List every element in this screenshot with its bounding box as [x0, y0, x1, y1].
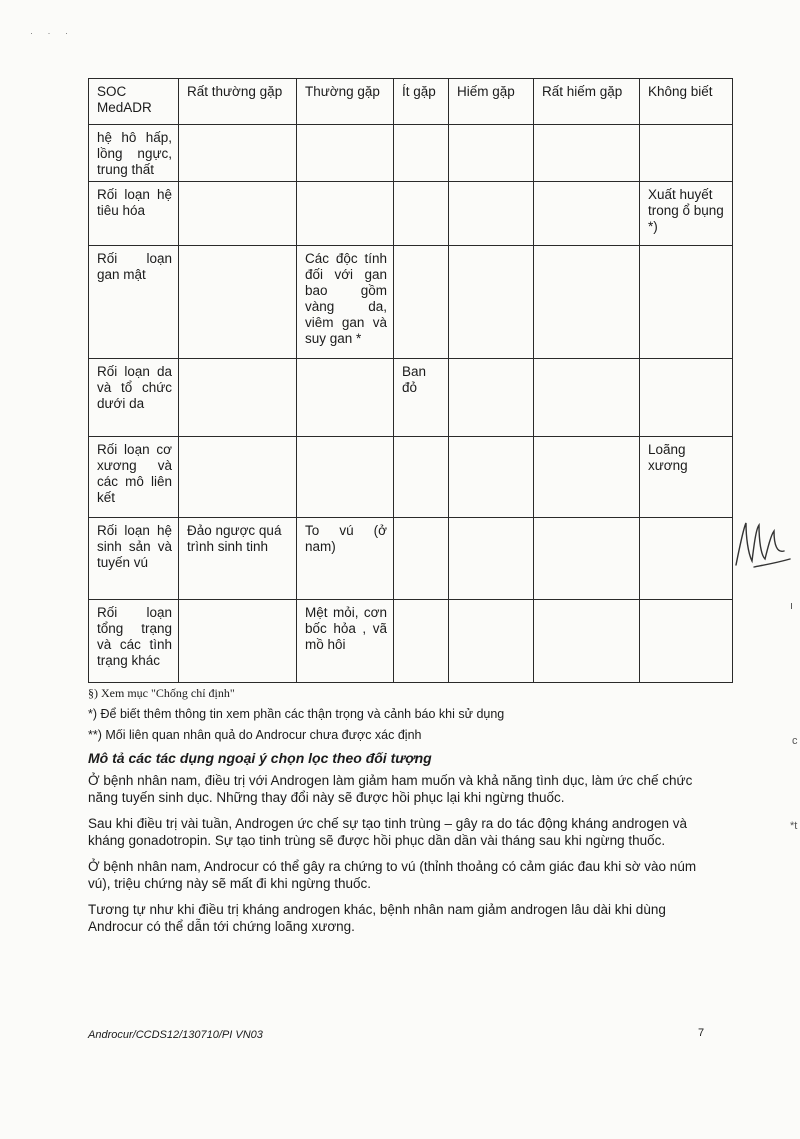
- header-cell-unknown: Không biết: [640, 79, 733, 125]
- table-cell: [449, 600, 534, 683]
- handwritten-signature: [732, 515, 792, 580]
- table-cell: [179, 182, 297, 246]
- table-cell: [179, 125, 297, 182]
- paragraph: Ở bệnh nhân nam, điều trị với Androgen làm giảm ham muốn và khả năng tình dục, làm ức chế chức năng tuyến sinh dục. Những thay đổi này sẽ được hồi phục lại khi ngừng thuốc.: [88, 773, 693, 805]
- table-cell: Xuất huyết trong ổ bụng *): [640, 182, 733, 246]
- page-number: 7: [698, 1027, 705, 1039]
- table-row: [89, 182, 733, 246]
- table-cell: [534, 359, 640, 437]
- table-row: [89, 125, 733, 182]
- scan-artifact: · · ·: [30, 28, 74, 38]
- footnote: **) Mối liên quan nhân quả do Androcur chưa được xác định: [88, 728, 422, 742]
- section-heading: Mô tả các tác dụng ngoại ý chọn lọc theo đối tượng: [88, 750, 432, 766]
- table-cell: [640, 125, 733, 182]
- table-cell: Ban đỏ: [394, 359, 449, 437]
- table-cell: [534, 125, 640, 182]
- table-cell: [394, 518, 449, 600]
- table-cell: [297, 182, 394, 246]
- table-cell: [640, 359, 733, 437]
- footnote: *) Để biết thêm thông tin xem phần các thận trọng và cảnh báo khi sử dụng: [88, 707, 505, 721]
- table-cell: [449, 518, 534, 600]
- soc-cell: hệ hô hấp, lồng ngực, trung thất: [89, 125, 179, 182]
- document-reference: Androcur/CCDS12/130710/PI VN03: [88, 1029, 263, 1041]
- table-cell: [534, 182, 640, 246]
- table-cell: [179, 600, 297, 683]
- table-cell: Loãng xương: [640, 437, 733, 518]
- header-cell-uncommon: Ít gặp: [394, 79, 449, 125]
- table-cell: [449, 182, 534, 246]
- header-cell-very-common: Rất thường gặp: [179, 79, 297, 125]
- table-cell: [534, 246, 640, 359]
- table-cell: [179, 246, 297, 359]
- soc-cell: Rối loạn hệ sinh sản và tuyến vú: [89, 518, 179, 600]
- table-cell: [394, 437, 449, 518]
- table-row: [89, 246, 733, 359]
- table-cell: [394, 182, 449, 246]
- table-cell: [449, 125, 534, 182]
- soc-cell: Rối loạn gan mật: [89, 246, 179, 359]
- table-cell: [449, 359, 534, 437]
- table-row: [89, 600, 733, 683]
- table-row: [89, 518, 733, 600]
- paragraph: Sau khi điều trị vài tuần, Androgen ức chế sự tạo tinh trùng – gây ra do tác động kháng androgen và kháng gonadotropin. Sự tạo tinh trùng sẽ được hồi phục dần dần vài tháng sau khi ngừng thuốc.: [88, 816, 687, 848]
- footnote: §) Xem mục "Chống chỉ định": [88, 686, 235, 700]
- table-cell: [179, 359, 297, 437]
- soc-cell: Rối loạn tổng trạng và các tình trạng khác: [89, 600, 179, 683]
- soc-cell: Rối loạn hệ tiêu hóa: [89, 182, 179, 246]
- soc-cell: Rối loạn cơ xương và các mô liên kết: [89, 437, 179, 518]
- body-text: [88, 772, 722, 944]
- table-cell: [534, 600, 640, 683]
- table-cell: Đảo ngược quá trình sinh tinh: [179, 518, 297, 600]
- table-cell: [297, 437, 394, 518]
- table-cell: Các độc tính đối với gan bao gồm vàng da, viêm gan và suy gan *: [297, 246, 394, 359]
- table-header-row: [89, 79, 733, 125]
- table-cell: [534, 437, 640, 518]
- paragraph: Ở bệnh nhân nam, Androcur có thể gây ra chứng to vú (thỉnh thoảng có cảm giác đau khi sờ vào núm vú), triệu chứng này sẽ mất đi khi ngừng thuốc.: [88, 859, 697, 891]
- adverse-reactions-table: [88, 78, 733, 683]
- table-cell: [394, 246, 449, 359]
- table-cell: [394, 125, 449, 182]
- soc-cell: Rối loạn da và tổ chức dưới da: [89, 359, 179, 437]
- table-row: [89, 359, 733, 437]
- paragraph: Tương tự như khi điều trị kháng androgen khác, bệnh nhân nam giảm androgen lâu dài khi dùng Androcur có thể dẫn tới chứng loãng xương.: [88, 902, 666, 934]
- table-cell: Mệt mỏi, cơn bốc hỏa , vã mồ hôi: [297, 600, 394, 683]
- table-cell: [297, 125, 394, 182]
- table-cell: [449, 246, 534, 359]
- scan-edge-mark: ı: [790, 600, 794, 612]
- header-cell-common: Thường gặp: [297, 79, 394, 125]
- table-cell: [297, 359, 394, 437]
- header-cell-soc: SOC MedADR: [89, 79, 179, 125]
- header-cell-rare: Hiếm gặp: [449, 79, 534, 125]
- table-row: [89, 437, 733, 518]
- table-cell: [179, 437, 297, 518]
- scan-edge-mark: c: [792, 735, 798, 747]
- table-cell: [534, 518, 640, 600]
- table-cell: [449, 437, 534, 518]
- table-cell: To vú (ở nam): [297, 518, 394, 600]
- table-footnotes: [88, 683, 738, 746]
- table-cell: [640, 518, 733, 600]
- table-cell: [640, 600, 733, 683]
- table-cell: [394, 600, 449, 683]
- table-cell: [640, 246, 733, 359]
- scan-edge-mark: *t: [790, 820, 798, 832]
- header-cell-very-rare: Rất hiếm gặp: [534, 79, 640, 125]
